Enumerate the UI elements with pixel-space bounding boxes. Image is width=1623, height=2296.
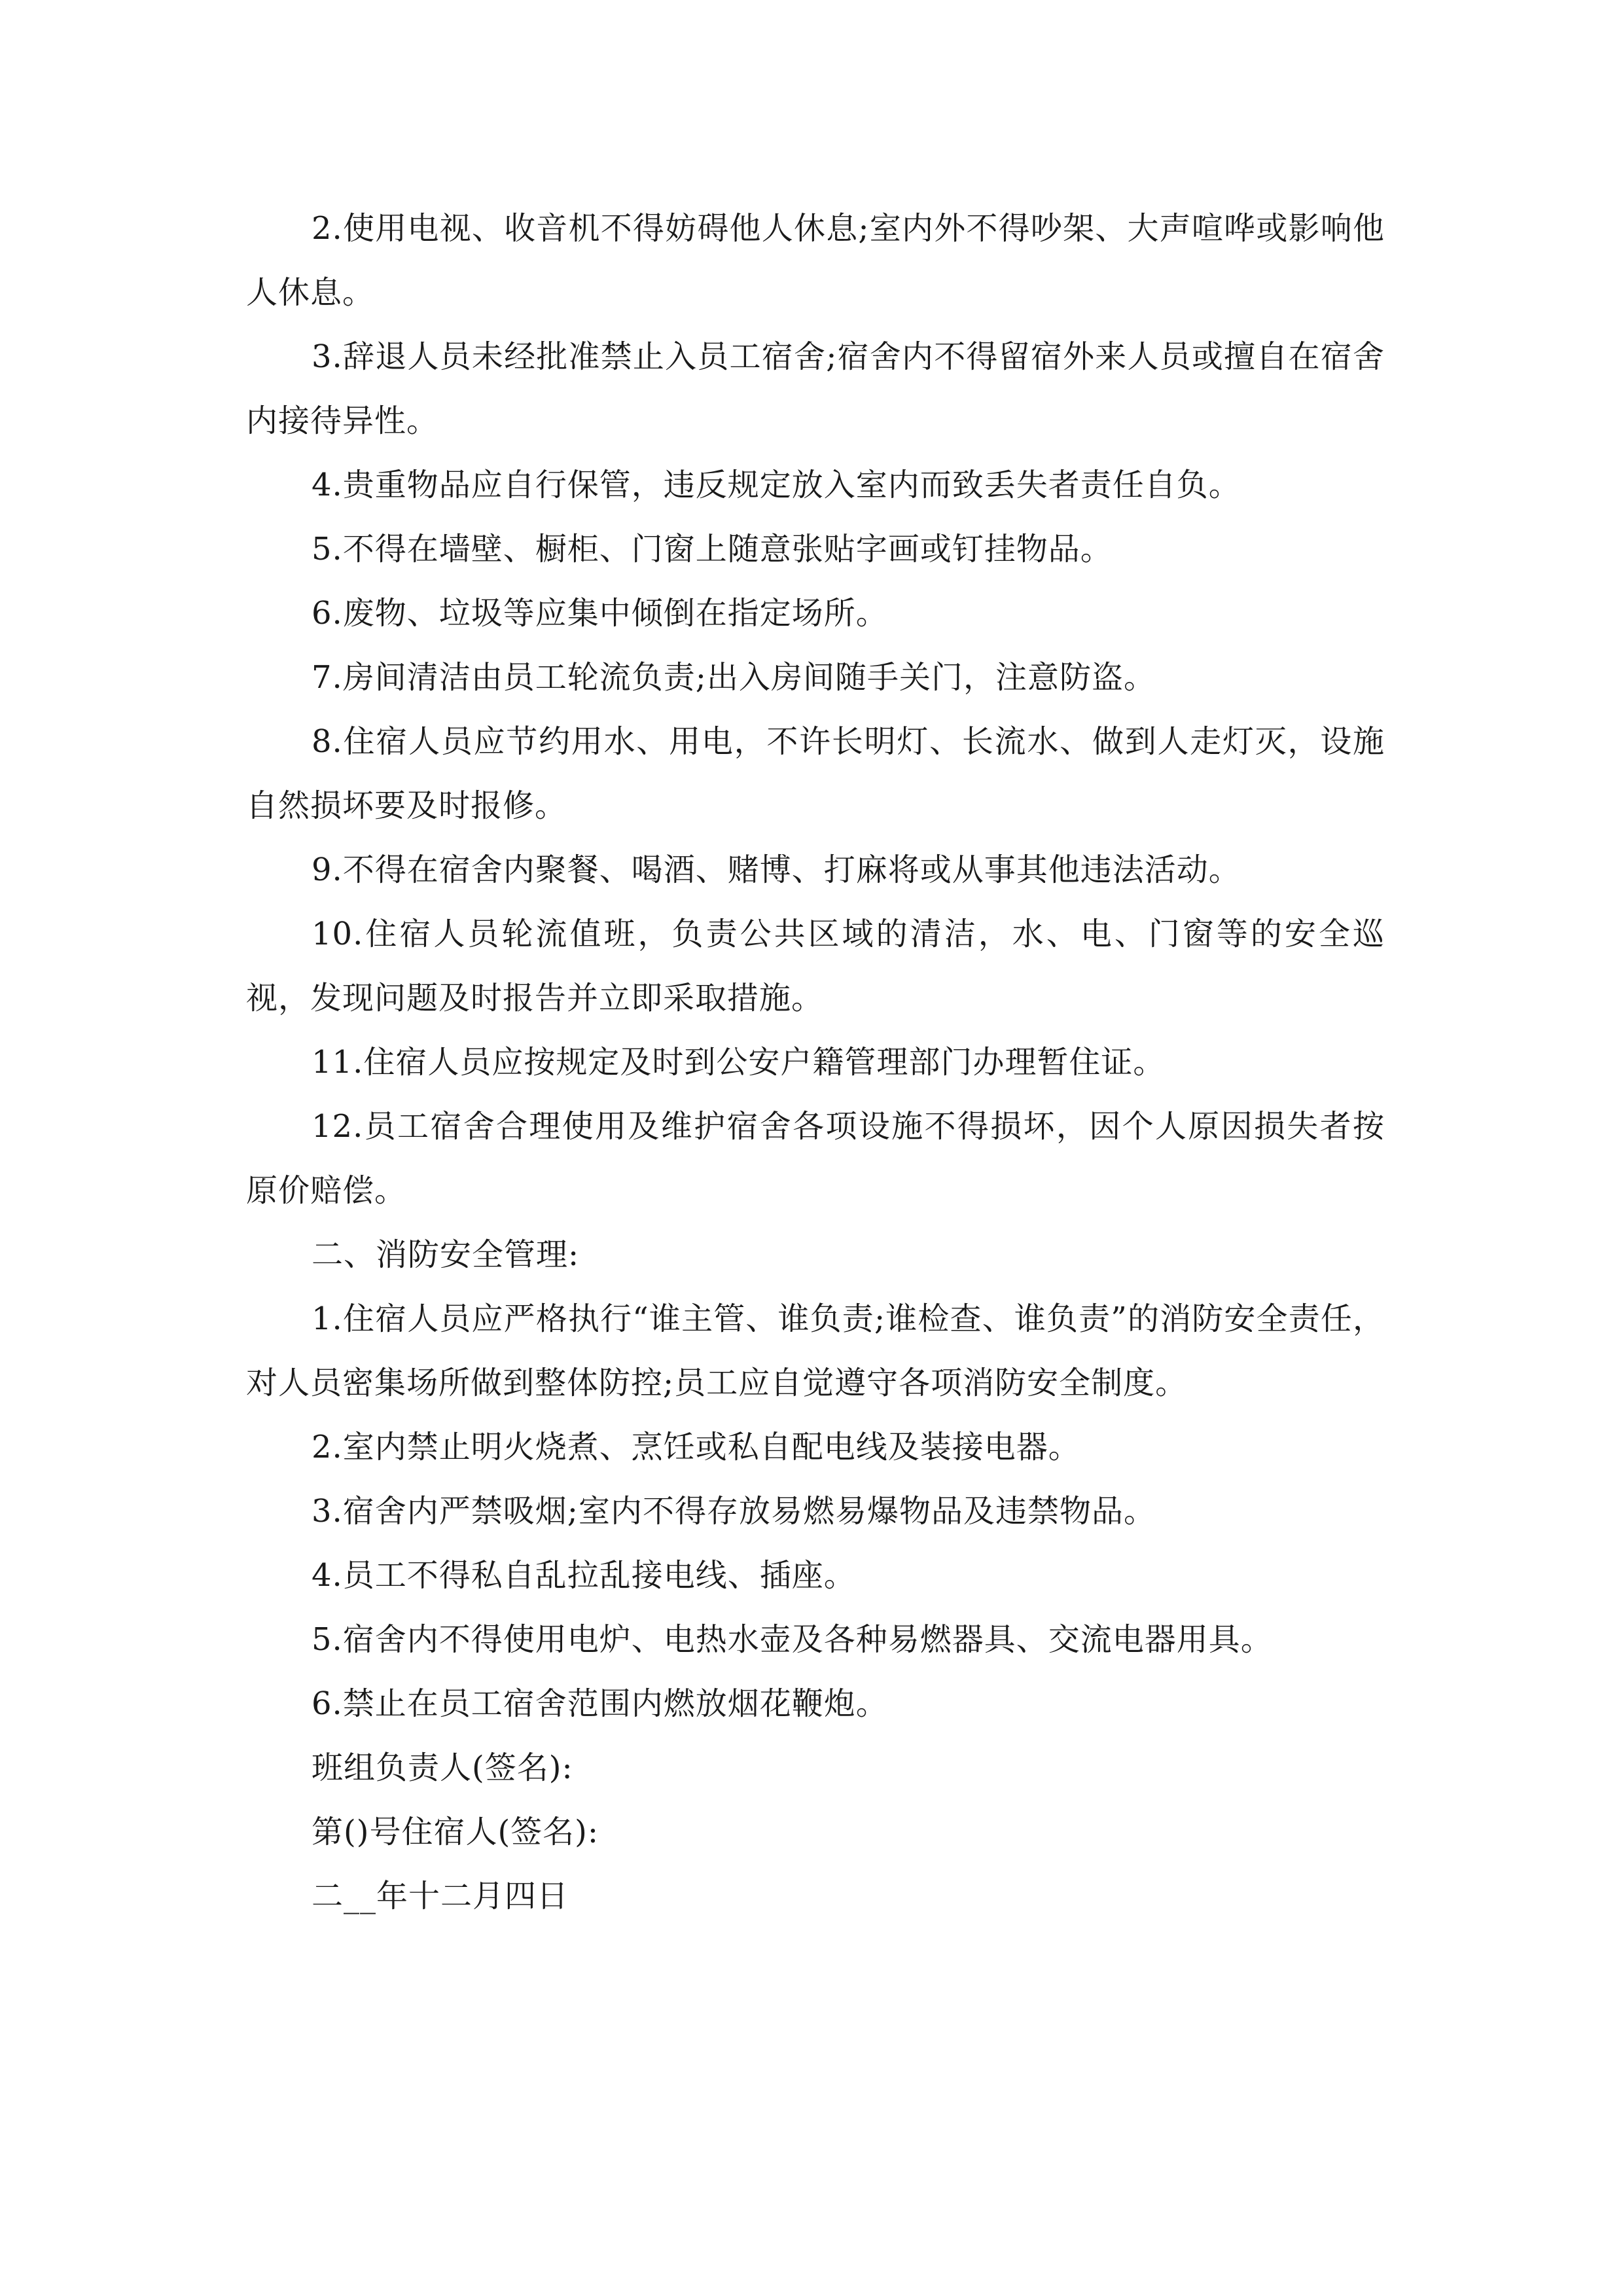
rule-5-walls: 5.不得在墙壁、橱柜、门窗上随意张贴字画或钉挂物品。 (312, 531, 1113, 567)
fire-rule-1-responsibility: 1.住宿人员应严格执行“谁主管、谁负责;谁检查、谁负责”的消防安全责任，对人员密集场所做到整体防控;员工应自觉遵守各项消防安全制度。 (246, 1300, 1385, 1401)
fire-rule-3-smoking: 3.宿舍内严禁吸烟;室内不得存放易燃易爆物品及违禁物品。 (312, 1493, 1156, 1530)
rule-2-tv-radio: 2.使用电视、收音机不得妨碍他人休息;室内外不得吵架、大声喧哗或影响他人休息。 (246, 210, 1385, 311)
fire-rule-6-fireworks: 6.禁止在员工宿舍范围内燃放烟花鞭炮。 (312, 1685, 888, 1722)
rule-6-waste: 6.废物、垃圾等应集中倾倒在指定场所。 (312, 595, 888, 632)
fire-rule-4-wiring: 4.员工不得私自乱拉乱接电线、插座。 (312, 1557, 856, 1594)
rule-8-utilities: 8.住宿人员应节约用水、用电，不许长明灯、长流水、做到人走灯灭，设施自然损坏要及时报修。 (246, 723, 1385, 824)
fire-rule-2-open-flame: 2.室内禁止明火烧煮、烹饪或私自配电线及装接电器。 (312, 1429, 1080, 1465)
document-body (246, 196, 1385, 1928)
document-date: 二__年十二月四日 (312, 1878, 569, 1914)
rule-12-facilities: 12.员工宿舍合理使用及维护宿舍各项设施不得损坏，因个人原因损失者按原价赔偿。 (246, 1108, 1385, 1209)
rule-9-prohibited-activities: 9.不得在宿舍内聚餐、喝酒、赌博、打麻将或从事其他违法活动。 (312, 852, 1241, 888)
resident-signature-line: 第()号住宿人(签名): (312, 1814, 599, 1850)
rule-10-duty-rotation: 10.住宿人员轮流值班，负责公共区域的清洁，水、电、门窗等的安全巡视，发现问题及时报告并立即采取措施。 (246, 916, 1385, 1016)
fire-rule-5-appliances: 5.宿舍内不得使用电炉、电热水壶及各种易燃器具、交流电器用具。 (312, 1621, 1273, 1658)
team-leader-signature-line: 班组负责人(签名): (312, 1749, 573, 1786)
rule-4-valuables: 4.贵重物品应自行保管，违反规定放入室内而致丢失者责任自负。 (312, 467, 1241, 503)
section-heading-fire-safety: 二、消防安全管理: (312, 1236, 580, 1273)
rule-11-residence-permit: 11.住宿人员应按规定及时到公安户籍管理部门办理暂住证。 (312, 1044, 1166, 1081)
rule-7-cleaning: 7.房间清洁由员工轮流负责;出入房间随手关门，注意防盗。 (312, 659, 1156, 696)
rule-3-dismissed-staff: 3.辞退人员未经批准禁止入员工宿舍;宿舍内不得留宿外来人员或擅自在宿舍内接待异性。 (246, 338, 1385, 439)
